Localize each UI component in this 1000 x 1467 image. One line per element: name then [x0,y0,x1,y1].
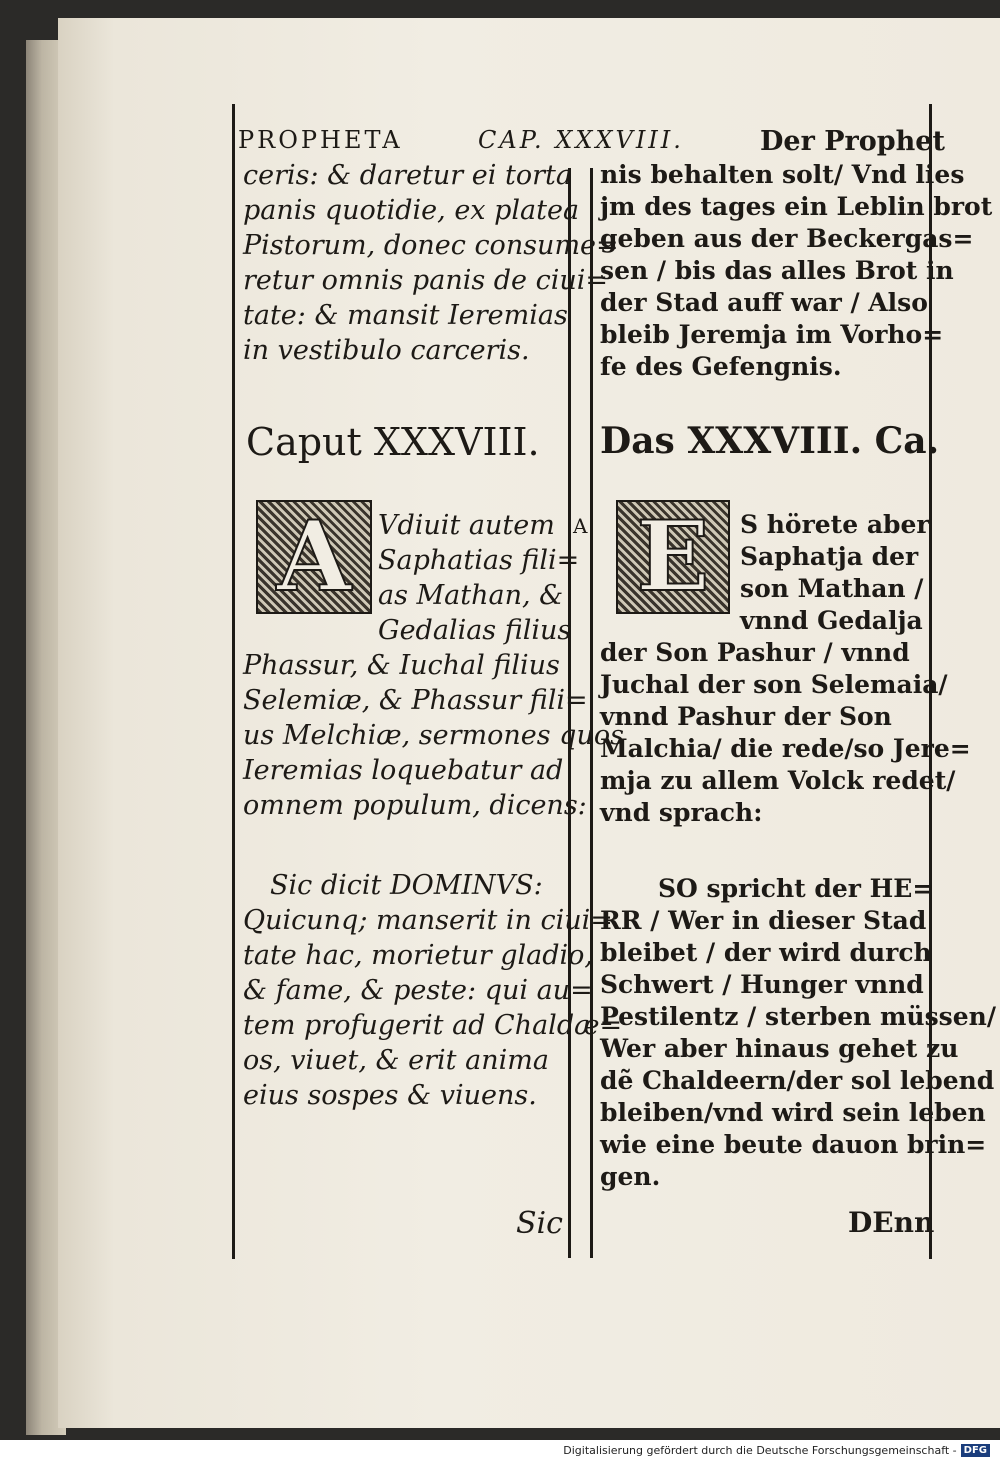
dfg-logo: DFG [961,1444,990,1457]
text-line: Selemiæ, & Phassur fili= [243,685,588,716]
text-line: RR / Wer in dieser Stad [600,906,927,935]
text-line: tem profugerit ad Chaldæ= [243,1010,623,1041]
text-line: Juchal der son Selemaia/ [600,670,948,699]
german-chapter-heading: Das XXXVIII. Ca. [600,420,940,462]
text-line: tate hac, morietur gladio, [243,940,594,971]
running-head-chapter: CAP. XXXVIII. [478,126,684,154]
text-line: Gedalias filius [378,615,572,646]
text-line: Wer aber hinaus gehet zu [600,1034,959,1063]
text-line: Saphatias fili= [378,545,580,576]
running-head-right: Der Prophet [760,126,945,157]
text-line: gen. [600,1162,661,1191]
running-head-left: PROPHETA [238,126,403,154]
text-line: us Melchiæ, sermones quos [243,720,624,751]
text-line: vnd sprach: [600,798,763,827]
text-line: S hörete aber [740,510,930,539]
text-line: Quicunq; manserit in ciui= [243,905,613,936]
text-line: in vestibulo carceris. [243,335,530,366]
initial-letter: E [636,500,710,613]
text-line: fe des Gefengnis. [600,352,842,381]
text-line: vnnd Gedalja [740,606,923,635]
text-line: jm des tages ein Leblin brot [600,192,993,221]
latin-catchword: Sic [516,1206,563,1241]
text-line: Pestilentz / sterben müssen/ [600,1002,996,1031]
text-line: Phassur, & Iuchal filius [243,650,560,681]
text-line: der Son Pashur / vnnd [600,638,910,667]
german-decorated-initial [616,500,730,614]
text-line: bleiben/vnd wird sein leben [600,1098,986,1127]
text-line: Malchia/ die rede/so Jere= [600,734,971,763]
text-line: omnem populum, dicens: [243,790,587,821]
left-column-rule [232,104,235,1259]
text-line: der Stad auff war / Also [600,288,928,317]
text-line: sen / bis das alles Brot in [600,256,954,285]
text-line: dẽ Chaldeern/der sol lebend [600,1066,995,1095]
text-line: os, viuet, & erit anima [243,1045,549,1076]
text-line: Saphatja der [740,542,919,571]
text-line: mja zu allem Volck redet/ [600,766,956,795]
latin-chapter-heading: Caput XXXVIII. [246,420,540,464]
text-line: Sic dicit DOMINVS: [270,870,543,901]
text-line: retur omnis panis de ciui= [243,265,609,296]
text-line: panis quotidie, ex platea [243,195,580,226]
text-line: son Mathan / [740,574,924,603]
text-line: Schwert / Hunger vnnd [600,970,924,999]
text-line: bleibet / der wird durch [600,938,932,967]
text-line: Ieremias loquebatur ad [243,755,564,786]
center-rule-right [590,168,593,1258]
german-catchword: DEnn [848,1206,935,1239]
text-line: eius sospes & viuens. [243,1080,537,1111]
text-line: ceris: & daretur ei torta [243,160,572,191]
text-line: Pistorum, donec consume= [243,230,619,261]
footer-text: Digitalisierung gefördert durch die Deutsche Forschungsgemeinschaft - [563,1444,957,1457]
book-page [58,18,1000,1428]
text-line: bleib Jeremja im Vorho= [600,320,944,349]
text-line: & fame, & peste: qui au= [243,975,593,1006]
text-line: SO spricht der HE= [658,874,934,903]
margin-letter: A [573,514,588,538]
text-line: geben aus der Beckergas= [600,224,974,253]
text-line: wie eine beute dauon brin= [600,1130,987,1159]
text-line: vnnd Pashur der Son [600,702,892,731]
text-line: as Mathan, & [378,580,564,611]
initial-letter: A [276,500,352,613]
text-line: tate: & mansit Ieremias [243,300,568,331]
text-line: Vdiuit autem [378,510,555,541]
text-line: nis behalten solt/ Vnd lies [600,160,965,189]
digitization-footer [563,1444,990,1457]
latin-decorated-initial [256,500,372,614]
